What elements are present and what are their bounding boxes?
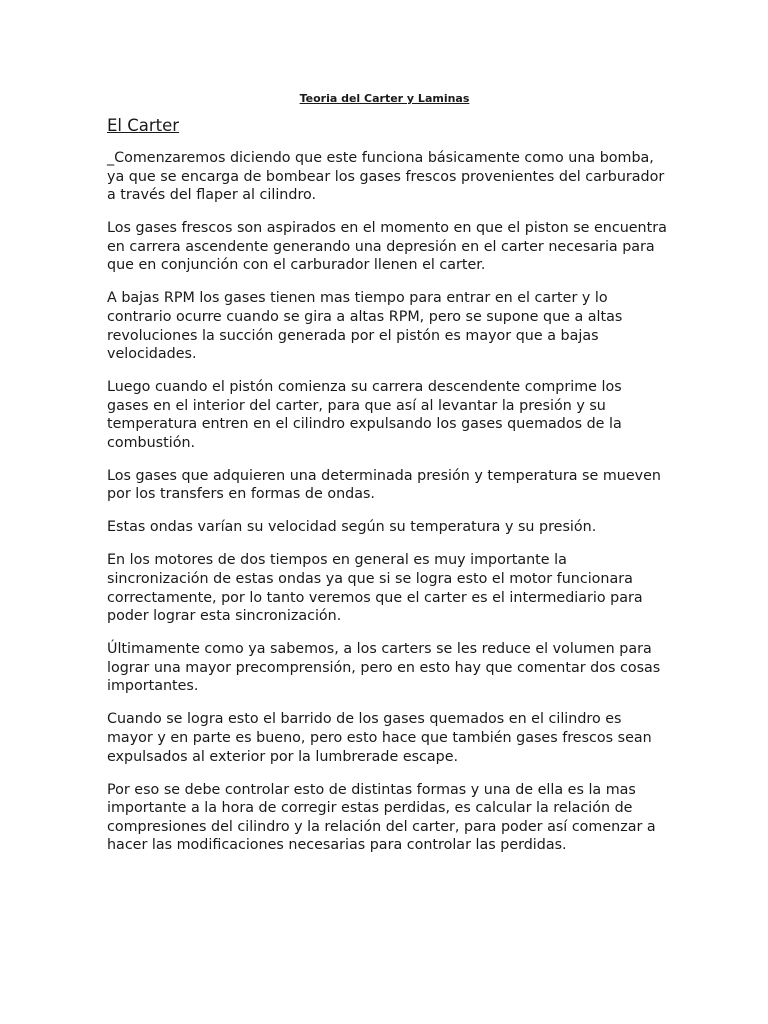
document-title: Teoria del Carter y Laminas [299,92,470,105]
paragraph: A bajas RPM los gases tienen mas tiempo para entrar en el carter y lo contrario ocurre cuando se gira a altas RPM, pero se supone que a altas revoluciones la succión generada por el pistón es mayor que a bajas velocidades. [107,290,623,363]
paragraph: En los motores de dos tiempos en general es muy importante la sincronización de estas ondas ya que si se logra esto el motor funcionara correctamente, por lo tanto veremos que el carter es el intermediario para poder lograr esta sincronización. [107,552,643,625]
section-heading: El Carter [107,116,180,135]
body-text [107,149,672,855]
paragraph: Últimamente como ya sabemos, a los carters se les reduce el volumen para lograr una mayor precomprensión, pero en esto hay que comentar dos cosas importantes. [107,641,661,695]
paragraph: Por eso se debe controlar esto de distintas formas y una de ella es la mas importante a la hora de corregir estas perdidas, es calcular la relación de compresiones del cilindro y la relación del carter, para poder así comenzar a hacer las modificaciones necesarias para controlar las perdidas. [107,781,656,854]
paragraph: Los gases frescos son aspirados en el momento en que el piston se encuentra en carrera ascendente generando una depresión en el carter necesaria para que en conjunción con el carburador llenen el carter. [107,220,667,274]
paragraph: Luego cuando el pistón comienza su carrera descendente comprime los gases en el interior del carter, para que así al levantar la presión y su temperatura entren en el cilindro expulsando los gases quemados de la combustión. [107,379,622,451]
paragraph: _Comenzaremos diciendo que este funciona básicamente como una bomba, ya que se encarga de bombear los gases frescos provenientes del carburador a través del flaper al cilindro. [107,150,665,204]
paragraph: Cuando se logra esto el barrido de los gases quemados en el cilindro es mayor y en parte es bueno, pero esto hace que también gases frescos sean expulsados al exterior por la lumbrerade escape. [107,711,652,765]
paragraph: Estas ondas varían su velocidad según su temperatura y su presión. [107,519,597,536]
paragraph: Los gases que adquieren una determinada presión y temperatura se mueven por los transfers en formas de ondas. [107,467,661,503]
